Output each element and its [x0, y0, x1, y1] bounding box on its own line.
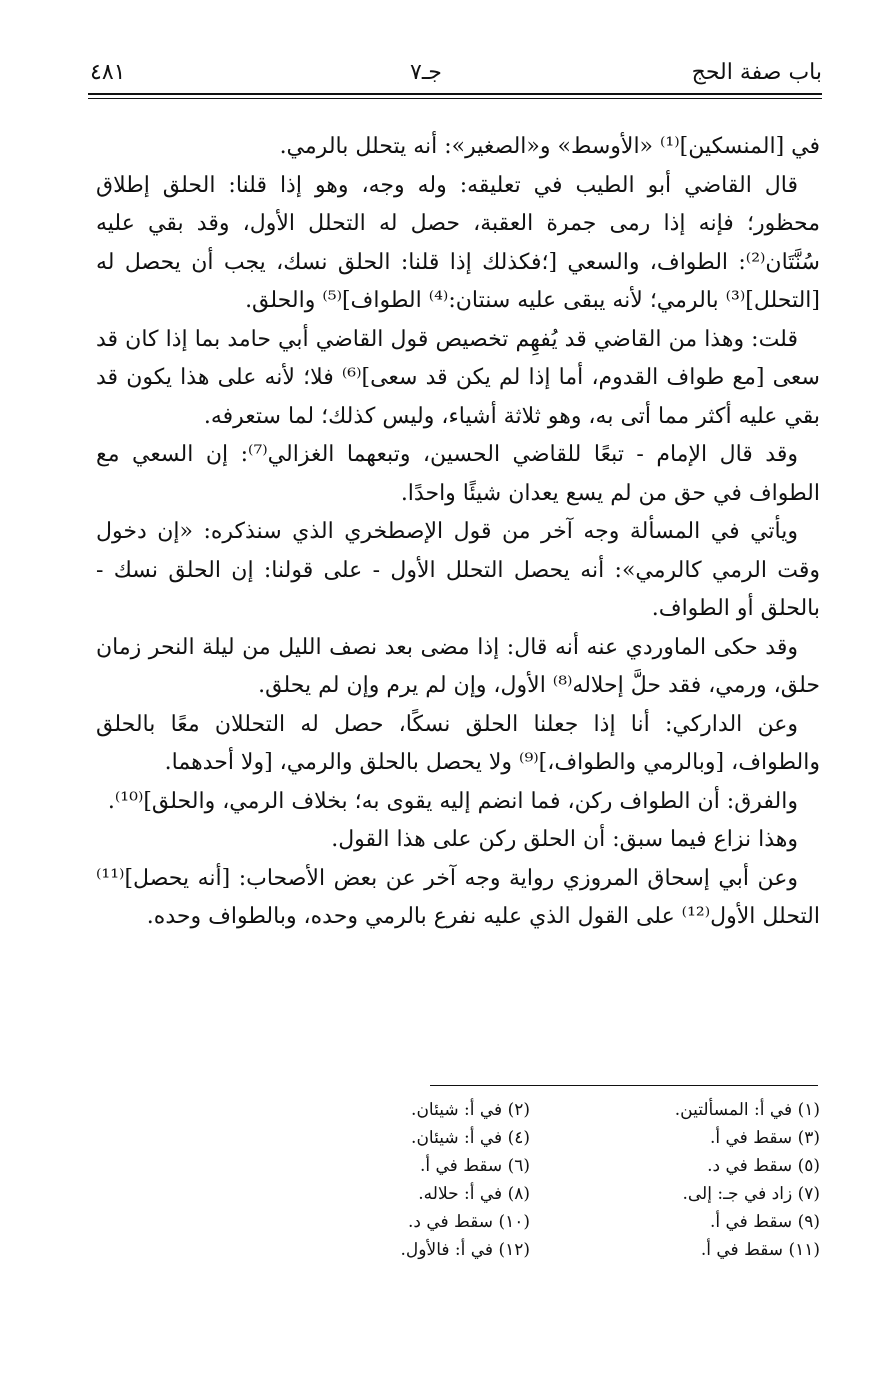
paragraph: قال القاضي أبو الطيب في تعليقه: وله وجه، وهو إذا قلنا: الحلق إطلاق محظور؛ فإنه إذا رمى جمرة العقبة، حصل له التحلل الأول، وقد بقي عليه سُنَّتَان⁽²⁾: الطواف، والسعي [؛فكذلك إذا قلنا: الحلق نسك، يجب أن يحصل له [التحلل]⁽³⁾ بالرمي؛ لأنه يبقى عليه سنتان:⁽⁴⁾ الطواف]⁽⁵⁾ والحلق.	[96, 172, 820, 313]
footnote: (٧) زاد في جـ: إلى.	[682, 1184, 820, 1204]
chapter-title: باب صفة الحج	[691, 60, 822, 85]
footnote: (١١) سقط في أ.	[700, 1240, 820, 1260]
paragraph: وقد قال الإمام - تبعًا للقاضي الحسين، وتبعهما الغزالي⁽⁷⁾: إن السعي مع الطواف في حق من لم يسع يعدان شيئًا واحدًا.	[96, 442, 820, 506]
page-number: ٤٨١	[90, 60, 126, 85]
footnote: (٥) سقط في د.	[707, 1156, 820, 1176]
paragraph: في [المنسكين]⁽¹⁾ «الأوسط» و«الصغير»: أنه يتحلل بالرمي.	[279, 134, 820, 159]
footnotes	[280, 1096, 820, 1264]
footnote: (٦) سقط في أ.	[419, 1156, 530, 1176]
footnote: (١٢) في أ: فالأول.	[400, 1240, 530, 1260]
footnote: (٨) في أ: حلاله.	[418, 1184, 530, 1204]
header-rule-thick	[88, 93, 822, 95]
page-header	[90, 58, 822, 94]
paragraph: والفرق: أن الطواف ركن، فما انضم إليه يقوى به؛ بخلاف الرمي، والحلق]⁽¹⁰⁾.	[107, 788, 798, 814]
main-text	[96, 128, 820, 937]
footnote: (١) في أ: المسألتين.	[674, 1100, 820, 1120]
paragraph: وقد حكى الماوردي عنه أنه قال: إذا مضى بعد نصف الليل من ليلة النحر زمان حلق، ورمي، فقد حلَّ إحلاله⁽⁸⁾ الأول، وإن لم يرم وإن لم يحلق.	[96, 634, 820, 698]
footnote: (٩) سقط في أ.	[709, 1212, 820, 1232]
paragraph: وعن أبي إسحاق المروزي رواية وجه آخر عن بعض الأصحاب: [أنه يحصل]⁽¹¹⁾ التحلل الأول⁽¹²⁾ على القول الذي عليه نفرع بالرمي وحده، وبالطواف وحده.	[96, 865, 820, 929]
footnote: (١٠) سقط في د.	[407, 1212, 530, 1232]
header-rule-thin	[88, 98, 822, 99]
paragraph: وعن الداركي: أنا إذا جعلنا الحلق نسكًا، حصل له التحللان معًا بالحلق والطواف، [وبالرمي والطواف،]⁽⁹⁾ ولا يحصل بالحلق والرمي، [ولا أحدهما.	[96, 711, 820, 775]
paragraph: وهذا نزاع فيما سبق: أن الحلق ركن على هذا القول.	[331, 827, 798, 852]
footnote: (٣) سقط في أ.	[709, 1128, 820, 1148]
footnote-rule	[430, 1085, 818, 1086]
footnote: (٤) في أ: شيئان.	[411, 1128, 530, 1148]
volume-number: جـ٧	[410, 60, 442, 85]
footnote: (٢) في أ: شيئان.	[411, 1100, 530, 1120]
paragraph: ويأتي في المسألة وجه آخر من قول الإصطخري الذي سنذكره: «إن دخول وقت الرمي كالرمي»: أنه يحصل التحلل الأول - على قولنا: إن الحلق نسك - بالحلق أو الطواف.	[96, 519, 820, 621]
paragraph: قلت: وهذا من القاضي قد يُفهِم تخصيص قول القاضي أبي حامد بما إذا كان قد سعى [مع طواف القدوم، أما إذا لم يكن قد سعى]⁽⁶⁾ فلا؛ لأنه على هذا يكون قد بقي عليه أكثر مما أتى به، وهو ثلاثة أشياء، وليس كذلك؛ لما ستعرفه.	[96, 326, 820, 429]
